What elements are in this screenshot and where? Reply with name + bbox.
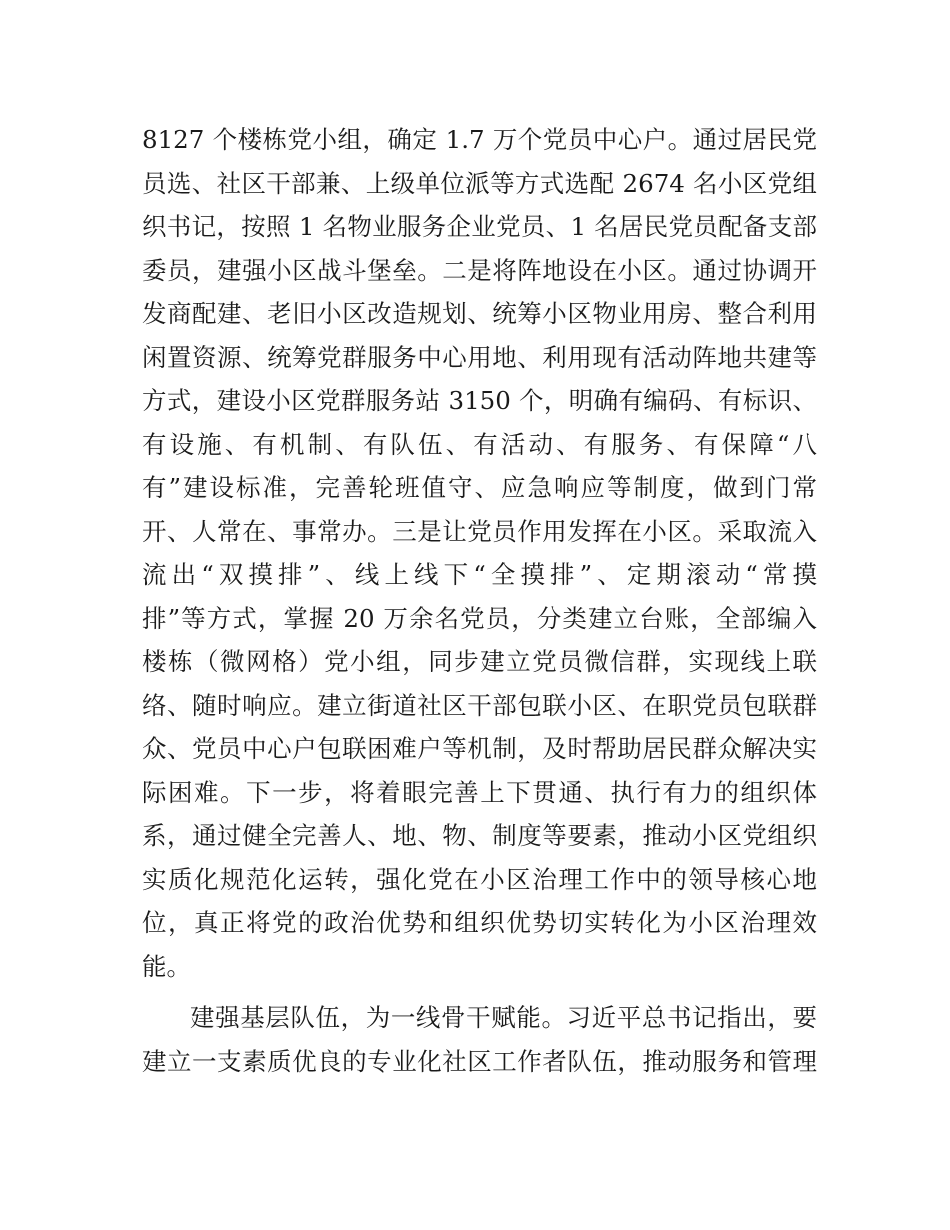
body-text (142, 121, 817, 1086)
text-line: 有设施、有机制、有队伍、有活动、有服务、有保障“八 (142, 429, 817, 459)
text-line: 众、党员中心户包联困难户等机制，及时帮助居民群众解决实 (142, 734, 817, 763)
text-line: 楼栋（微网格）党小组，同步建立党员微信群，实现线上联 (142, 647, 817, 676)
text-line: 流出“双摸排”、线上线下“全摸排”、定期滚动“常摸 (142, 560, 817, 589)
text-line: 位，真正将党的政治优势和组织优势切实转化为小区治理效 (142, 908, 817, 937)
paragraph-2 (142, 999, 817, 1081)
text-line: 系，通过健全完善人、地、物、制度等要素，推动小区党组织 (142, 821, 817, 850)
text-line: 闲置资源、统筹党群服务中心用地、利用现有活动阵地共建等 (142, 342, 817, 372)
text-line: 络、随时响应。建立街道社区干部包联小区、在职党员包联群 (142, 690, 817, 720)
paragraph-spacing (142, 991, 817, 999)
text-line: 方式，建设小区党群服务站 3150 个，明确有编码、有标识、 (142, 386, 817, 415)
text-line: 开、人常在、事常办。三是让党员作用发挥在小区。采取流入 (142, 516, 817, 546)
text-line: 实质化规范化运转，强化党在小区治理工作中的领导核心地 (142, 864, 817, 894)
text-line: 能。 (142, 951, 191, 981)
text-line: 际困难。下一步，将着眼完善上下贯通、执行有力的组织体 (142, 777, 817, 807)
text-line: 发商配建、老旧小区改造规划、统筹小区物业用房、整合利用 (142, 299, 817, 328)
text-line: 有”建设标准，完善轮班值守、应急响应等制度，做到门常 (142, 473, 817, 502)
text-line: 建立一支素质优良的专业化社区工作者队伍，推动服务和管理 (142, 1046, 817, 1076)
text-line: 织书记，按照 1 名物业服务企业党员、1 名居民党员配备支部 (142, 212, 817, 241)
text-line: 委员，建强小区战斗堡垒。二是将阵地设在小区。通过协调开 (142, 255, 817, 285)
paragraph-1 (142, 121, 817, 986)
text-line: 建强基层队伍，为一线骨干赋能。习近平总书记指出，要 (190, 1003, 817, 1032)
text-line: 8127 个楼栋党小组，确定 1.7 万个党员中心户。通过居民党 (142, 125, 817, 154)
text-line: 排”等方式，掌握 20 万余名党员，分类建立台账，全部编入 (142, 603, 817, 633)
text-line: 员选、社区干部兼、上级单位派等方式选配 2674 名小区党组 (142, 168, 817, 198)
